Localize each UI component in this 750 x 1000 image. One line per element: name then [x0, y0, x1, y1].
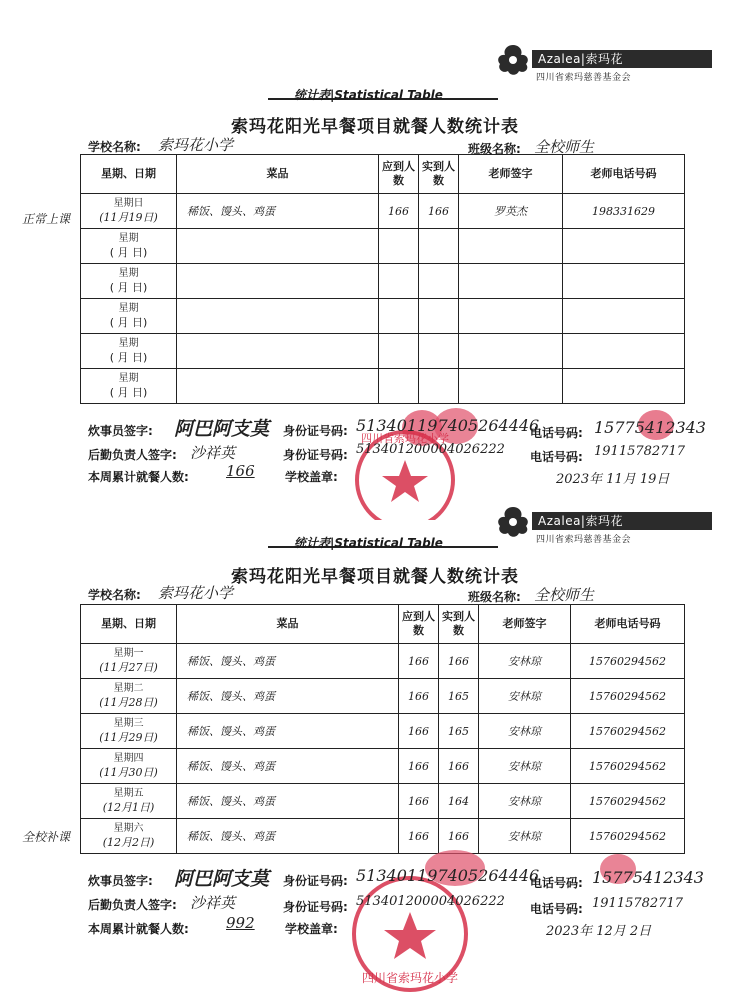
phone2-label: 电话号码:: [530, 450, 583, 464]
date-cell: [81, 679, 177, 714]
date: ( 月 日): [109, 246, 148, 259]
header-menu: 菜品: [177, 605, 399, 644]
cook-signature: 阿巴阿支莫: [174, 868, 270, 890]
weekday: 星期五: [113, 788, 144, 799]
total-label: 本周累计就餐人数:: [88, 470, 189, 484]
expected-cell: 166: [399, 714, 439, 749]
weekday: 星期: [118, 233, 139, 244]
id2-value: 513401200004026222: [356, 894, 505, 909]
table-row: [81, 369, 685, 404]
phone-value: 15775412343: [594, 418, 706, 437]
table-row: [81, 714, 685, 749]
date: (11月27日): [99, 661, 158, 674]
expected-cell: [379, 264, 419, 299]
teacher-phone-cell: 15760294562: [571, 679, 685, 714]
teacher-phone-cell: [563, 369, 685, 404]
date-cell: [81, 369, 177, 404]
cook-label: 炊事员签字:: [88, 424, 153, 438]
weekday: 星期六: [113, 823, 144, 834]
expected-cell: [379, 229, 419, 264]
actual-cell: 164: [439, 784, 479, 819]
weekday: 星期三: [113, 718, 144, 729]
statistical-table-tag: 统计表|Statistical Table: [294, 536, 443, 550]
actual-cell: 166: [419, 194, 459, 229]
date: ( 月 日): [109, 386, 148, 399]
total-label: 本周累计就餐人数:: [88, 922, 189, 936]
menu-cell: [177, 334, 379, 369]
teacher-phone-cell: 15760294562: [571, 644, 685, 679]
id-value: 513401197405264446: [356, 416, 540, 435]
brand-header: [492, 42, 712, 86]
actual-cell: 166: [439, 644, 479, 679]
id2-label: 身份证号码:: [283, 448, 348, 462]
header-teacher-phone: 老师电话号码: [571, 605, 685, 644]
teacher-sign-cell: [459, 229, 563, 264]
weekday: 星期: [118, 373, 139, 384]
teacher-phone-cell: [563, 264, 685, 299]
header-teacher-sign: 老师签字: [459, 155, 563, 194]
total-value: 166: [226, 462, 255, 480]
table-row: [81, 264, 685, 299]
header-date: 星期、日期: [81, 155, 177, 194]
sheet-2: [0, 500, 750, 1000]
teacher-sign-cell: [459, 334, 563, 369]
cook-signature: 阿巴阿支莫: [174, 418, 270, 440]
weekday: 星期四: [113, 753, 144, 764]
menu-cell: 稀饭、馒头、鸡蛋: [177, 714, 399, 749]
class-label: 班级名称:: [468, 590, 521, 604]
actual-cell: 165: [439, 679, 479, 714]
phone2-label: 电话号码:: [530, 902, 583, 916]
header-teacher-sign: 老师签字: [479, 605, 571, 644]
weekday: 星期一: [113, 648, 144, 659]
id2-value: 513401200004026222: [356, 442, 505, 457]
table-row: [81, 784, 685, 819]
expected-cell: 166: [399, 749, 439, 784]
menu-cell: 稀饭、馒头、鸡蛋: [177, 784, 399, 819]
teacher-phone-cell: [563, 334, 685, 369]
table-header-row: [81, 605, 685, 644]
header-expected: 应到人数: [399, 605, 439, 644]
phone2-value: 19115782717: [594, 444, 685, 459]
table-row: [81, 644, 685, 679]
table-row: [81, 334, 685, 369]
date-cell: [81, 264, 177, 299]
teacher-phone-cell: 15760294562: [571, 784, 685, 819]
date: ( 月 日): [109, 351, 148, 364]
date-cell: [81, 749, 177, 784]
date-cell: [81, 334, 177, 369]
brand-org: 四川省索玛慈善基金会: [536, 535, 632, 545]
brand-name: Azalea|索玛花: [532, 50, 712, 68]
class-label: 班级名称:: [468, 142, 521, 156]
expected-cell: [379, 369, 419, 404]
table-row: [81, 229, 685, 264]
teacher-sign-cell: 罗英杰: [459, 194, 563, 229]
expected-cell: [379, 299, 419, 334]
weekday: 星期二: [113, 683, 144, 694]
logistics-label: 后勤负责人签字:: [88, 448, 177, 462]
teacher-sign-cell: [459, 369, 563, 404]
date-cell: [81, 784, 177, 819]
teacher-sign-cell: 安林琼: [479, 679, 571, 714]
sign-date: 2023年 12月 2日: [546, 924, 652, 939]
phone2-value: 19115782717: [592, 896, 683, 911]
header-actual: 实到人数: [419, 155, 459, 194]
stamp-text: 四川省索玛花小学: [361, 432, 449, 445]
logistics-signature: 沙祥英: [190, 444, 236, 462]
teacher-phone-cell: [563, 229, 685, 264]
actual-cell: 165: [439, 714, 479, 749]
table-row: [81, 299, 685, 334]
actual-cell: [419, 334, 459, 369]
date: ( 月 日): [109, 281, 148, 294]
date-cell: [81, 714, 177, 749]
class-value: 全校师生: [534, 586, 595, 604]
side-note: 正常上课: [22, 212, 71, 226]
brand-org: 四川省索玛慈善基金会: [536, 73, 632, 83]
teacher-sign-cell: [459, 299, 563, 334]
expected-cell: 166: [399, 784, 439, 819]
date: ( 月 日): [109, 316, 148, 329]
header-date: 星期、日期: [81, 605, 177, 644]
brand-name: Azalea|索玛花: [532, 512, 712, 530]
class-value: 全校师生: [534, 138, 595, 156]
date-cell: [81, 299, 177, 334]
header-teacher-phone: 老师电话号码: [563, 155, 685, 194]
date: (11月19日): [99, 211, 158, 224]
teacher-phone-cell: 15760294562: [571, 714, 685, 749]
date: (12月2日): [102, 836, 155, 849]
cook-label: 炊事员签字:: [88, 874, 153, 888]
sign-date: 2023年 11月 19日: [556, 472, 670, 487]
stamp-text: 四川省索玛花小学: [361, 971, 459, 985]
school-value: 索玛花小学: [158, 136, 234, 154]
expected-cell: 166: [379, 194, 419, 229]
date: (11月29日): [99, 731, 158, 744]
expected-cell: 166: [399, 679, 439, 714]
page-title: 索玛花阳光早餐项目就餐人数统计表: [231, 117, 519, 137]
stamp-label: 学校盖章:: [285, 470, 338, 484]
azalea-flower-icon: [494, 504, 532, 540]
teacher-sign-cell: 安林琼: [479, 819, 571, 854]
brand-header: [492, 504, 712, 548]
phone-label: 电话号码:: [530, 426, 583, 440]
school-label: 学校名称:: [88, 588, 141, 602]
weekday: 星期: [118, 338, 139, 349]
table-row: [81, 679, 685, 714]
menu-cell: [177, 369, 379, 404]
expected-cell: 166: [399, 819, 439, 854]
id2-label: 身份证号码:: [283, 900, 348, 914]
actual-cell: [419, 369, 459, 404]
teacher-sign-cell: [459, 264, 563, 299]
stats-table: [80, 154, 685, 404]
side-note: 全校补课: [22, 830, 71, 844]
teacher-phone-cell: 198331629: [563, 194, 685, 229]
actual-cell: 166: [439, 819, 479, 854]
teacher-phone-cell: 15760294562: [571, 819, 685, 854]
weekday: 星期日: [113, 198, 144, 209]
teacher-sign-cell: 安林琼: [479, 644, 571, 679]
teacher-sign-cell: 安林琼: [479, 784, 571, 819]
stats-table: [80, 604, 685, 854]
teacher-phone-cell: 15760294562: [571, 749, 685, 784]
table-row: [81, 819, 685, 854]
date: (11月30日): [99, 766, 158, 779]
logistics-label: 后勤负责人签字:: [88, 898, 177, 912]
menu-cell: 稀饭、馒头、鸡蛋: [177, 679, 399, 714]
actual-cell: [419, 229, 459, 264]
menu-cell: 稀饭、馒头、鸡蛋: [177, 644, 399, 679]
statistical-table-tag: 统计表|Statistical Table: [294, 88, 443, 102]
actual-cell: [419, 299, 459, 334]
weekday: 星期: [118, 303, 139, 314]
azalea-flower-icon: [494, 42, 532, 78]
actual-cell: 166: [439, 749, 479, 784]
stamp-label: 学校盖章:: [285, 922, 338, 936]
expected-cell: [379, 334, 419, 369]
page-title: 索玛花阳光早餐项目就餐人数统计表: [231, 567, 519, 587]
id-label: 身份证号码:: [283, 424, 348, 438]
date-cell: [81, 644, 177, 679]
menu-cell: 稀饭、馒头、鸡蛋: [177, 819, 399, 854]
menu-cell: 稀饭、馒头、鸡蛋: [177, 749, 399, 784]
teacher-sign-cell: 安林琼: [479, 714, 571, 749]
date-cell: [81, 819, 177, 854]
date: (12月1日): [102, 801, 155, 814]
date: (11月28日): [99, 696, 158, 709]
logistics-signature: 沙祥英: [190, 894, 236, 912]
table-header-row: [81, 155, 685, 194]
id-label: 身份证号码:: [283, 874, 348, 888]
date-cell: [81, 229, 177, 264]
phone-label: 电话号码:: [530, 876, 583, 890]
expected-cell: 166: [399, 644, 439, 679]
teacher-sign-cell: 安林琼: [479, 749, 571, 784]
table-row: [81, 749, 685, 784]
header-actual: 实到人数: [439, 605, 479, 644]
menu-cell: 稀饭、馒头、鸡蛋: [177, 194, 379, 229]
teacher-phone-cell: [563, 299, 685, 334]
header-expected: 应到人数: [379, 155, 419, 194]
school-value: 索玛花小学: [158, 584, 234, 602]
actual-cell: [419, 264, 459, 299]
id-value: 513401197405264446: [356, 866, 540, 885]
school-label: 学校名称:: [88, 140, 141, 154]
menu-cell: [177, 229, 379, 264]
weekday: 星期: [118, 268, 139, 279]
header-menu: 菜品: [177, 155, 379, 194]
phone-value: 15775412343: [592, 868, 704, 887]
school-stamp: [340, 872, 480, 994]
menu-cell: [177, 299, 379, 334]
date-cell: [81, 194, 177, 229]
menu-cell: [177, 264, 379, 299]
table-row: [81, 194, 685, 229]
total-value: 992: [226, 914, 255, 932]
